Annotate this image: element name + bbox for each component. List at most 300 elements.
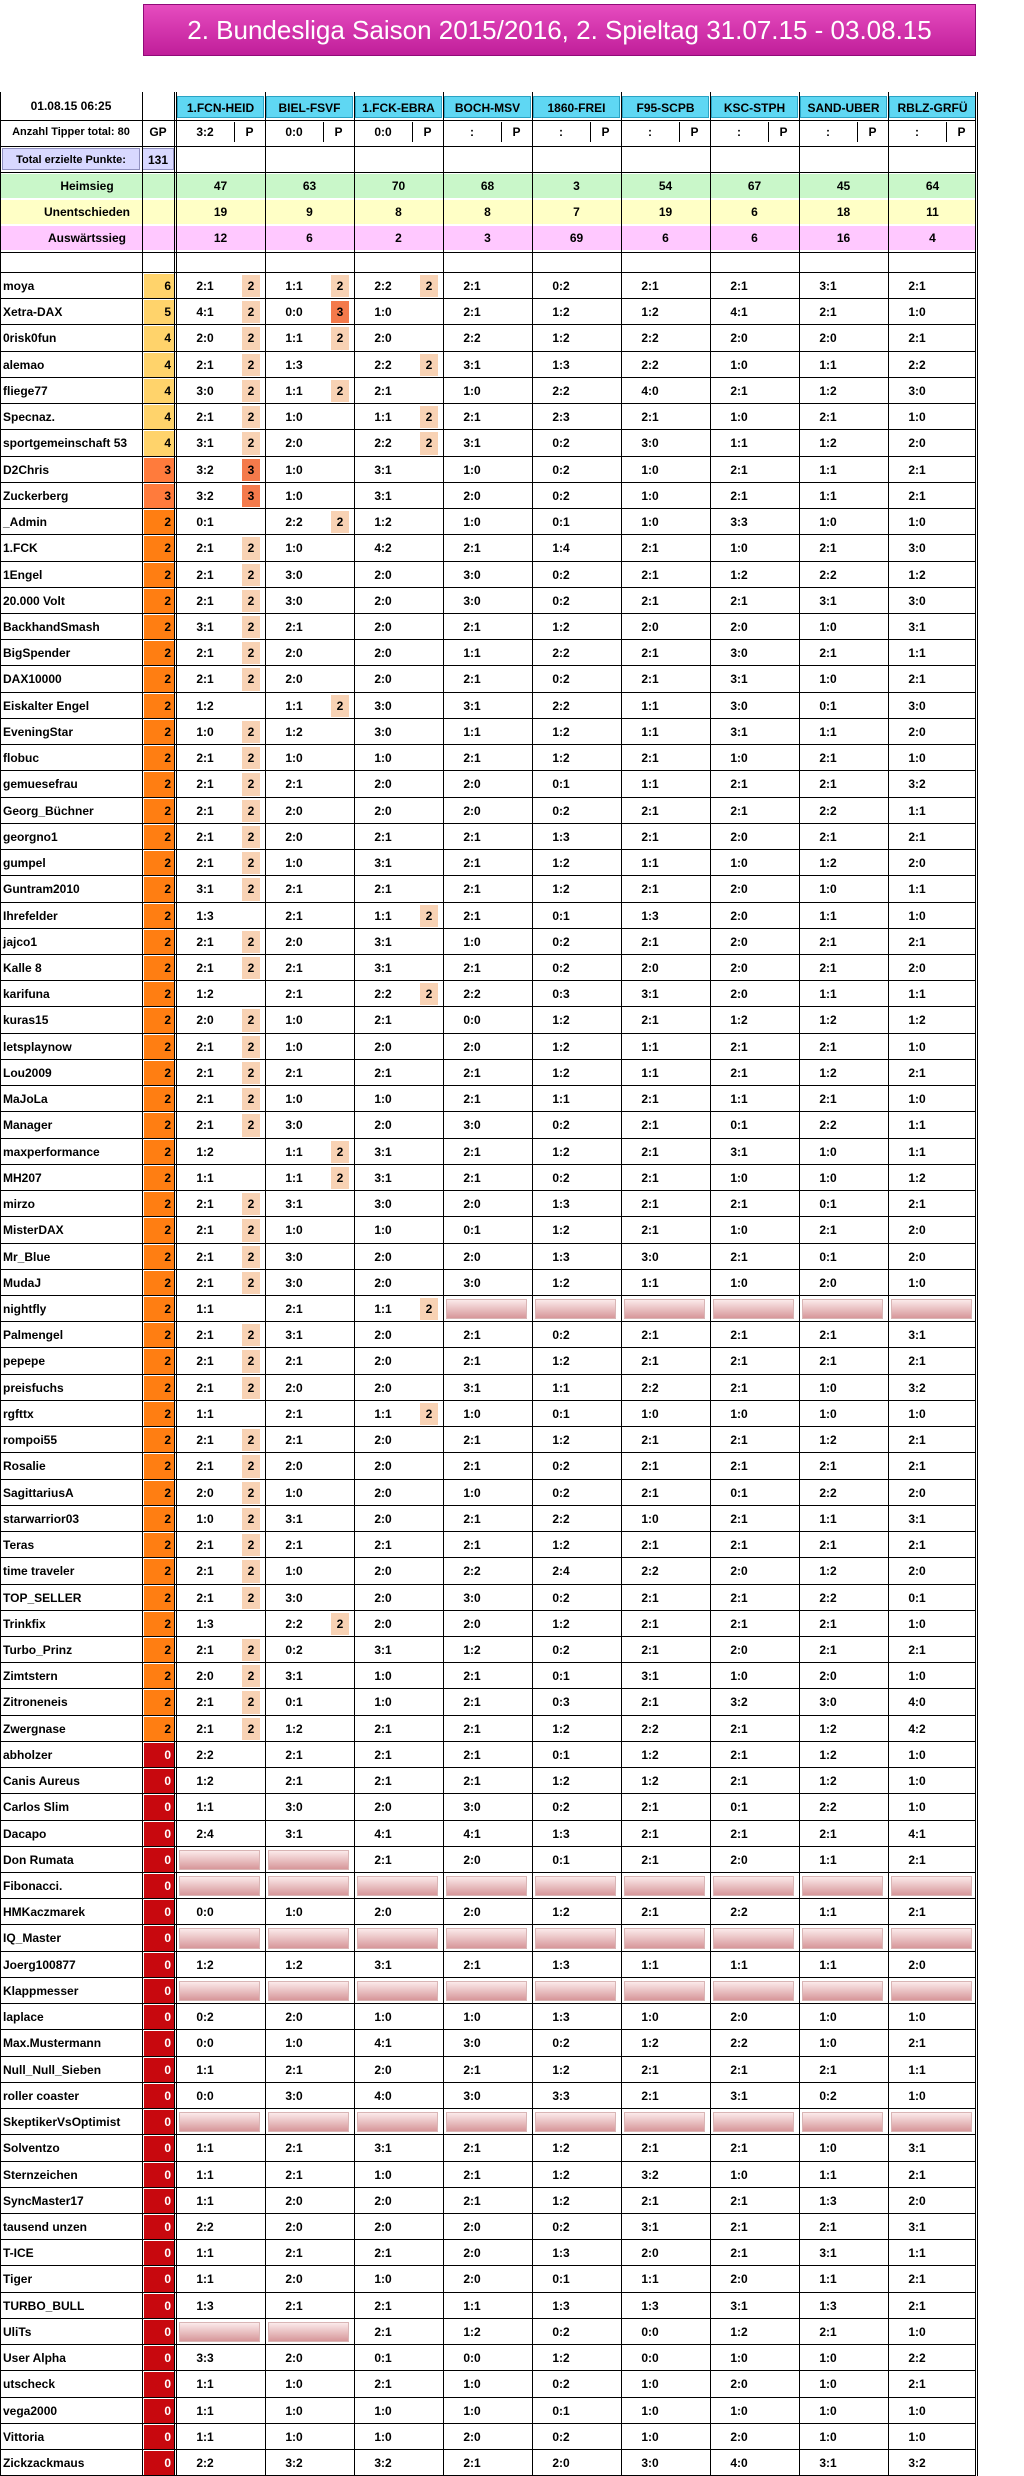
tip-cell: 1:2: [196, 1774, 214, 1788]
player-name[interactable]: MisterDAX: [3, 1223, 64, 1237]
tip-cell: 2:1: [196, 1433, 214, 1447]
player-name[interactable]: abholzer: [3, 1748, 53, 1762]
player-name[interactable]: Sternzeichen: [3, 2168, 78, 2182]
tip-cell: 1:0: [285, 1564, 303, 1578]
tip-cell: 2:1: [730, 1512, 748, 1526]
tip-cell: 1:0: [374, 1223, 392, 1237]
tip-cell: 1:1: [641, 1066, 659, 1080]
player-name[interactable]: flobuc: [3, 751, 39, 765]
player-name[interactable]: Palmengel: [3, 1328, 64, 1342]
tip-cell: 2:1: [730, 279, 748, 293]
tip-cell: 3:0: [908, 384, 926, 398]
match-header-1: 1.FCN-HEID: [177, 96, 264, 118]
player-name[interactable]: Specnaz.: [3, 410, 56, 424]
unentschieden-count: 6: [751, 205, 758, 219]
tip-cell: 2:2: [196, 2220, 214, 2234]
tip-missing: [535, 1981, 616, 2001]
tip-cell: 4:2: [374, 541, 392, 555]
tip-cell: 1:0: [730, 751, 748, 765]
tip-cell: 1:2: [730, 568, 748, 582]
tip-cell: 1:2: [908, 568, 926, 582]
tip-cell: 2:0: [196, 331, 214, 345]
player-gp: 4: [144, 431, 174, 456]
points-cell: 2: [242, 852, 260, 874]
tip-cell: 0:2: [552, 2377, 570, 2391]
tip-cell: 0:1: [552, 2272, 570, 2286]
player-gp: 2: [144, 1559, 174, 1584]
player-name[interactable]: Zwergnase: [3, 1722, 66, 1736]
player-gp: 0: [144, 2320, 174, 2344]
player-name[interactable]: alemao: [3, 358, 45, 372]
player-name[interactable]: 0risk0fun: [3, 331, 57, 345]
grid-line: [0, 718, 976, 719]
player-gp: 2: [144, 1717, 174, 1741]
tip-cell: 2:2: [463, 331, 481, 345]
tip-cell: 2:1: [196, 1276, 214, 1290]
player-name[interactable]: pepepe: [3, 1354, 46, 1368]
player-name[interactable]: Tiger: [3, 2272, 33, 2286]
tip-cell: 2:0: [374, 331, 392, 345]
player-name[interactable]: SkeptikerVsOptimist: [3, 2115, 121, 2129]
tip-cell: 3:3: [730, 515, 748, 529]
tip-cell: 2:1: [641, 279, 659, 293]
tip-cell: 1:1: [374, 1302, 392, 1316]
grid-line: [0, 456, 976, 457]
tip-cell: 1:0: [285, 2377, 303, 2391]
tip-cell: 0:2: [552, 489, 570, 503]
tip-cell: 2:1: [908, 1354, 926, 1368]
match-header-7: KSC-STPH: [711, 96, 798, 118]
tip-cell: 1:3: [552, 1827, 570, 1841]
tip-cell: 2:1: [285, 1538, 303, 1552]
tip-cell: 2:1: [196, 672, 214, 686]
tip-cell: 2:0: [374, 1381, 392, 1395]
player-gp: 0: [144, 2294, 174, 2318]
tip-cell: 2:1: [641, 594, 659, 608]
tip-cell: 1:0: [196, 725, 214, 739]
player-name[interactable]: Zitroneneis: [3, 1695, 68, 1709]
player-name[interactable]: starwarrior03: [3, 1512, 80, 1526]
tip-cell: 2:2: [374, 987, 392, 1001]
player-name[interactable]: sportgemeinschaft 53: [3, 436, 128, 450]
grid-line: [0, 534, 976, 535]
tip-missing: [802, 1928, 883, 1949]
tip-cell: 1:1: [908, 1118, 926, 1132]
tip-cell: 1:2: [285, 725, 303, 739]
tip-cell: 0:0: [641, 2351, 659, 2365]
tip-missing: [624, 1928, 705, 1949]
tip-cell: 2:1: [641, 1092, 659, 1106]
tip-cell: 2:1: [463, 2456, 481, 2470]
tip-cell: 2:0: [374, 804, 392, 818]
points-cell: 2: [420, 432, 438, 455]
tip-cell: 1:0: [463, 2377, 481, 2391]
player-name[interactable]: preisfuchs: [3, 1381, 64, 1395]
tip-cell: 2:1: [908, 830, 926, 844]
tip-cell: 2:0: [374, 1354, 392, 1368]
points-cell: 2: [331, 275, 349, 297]
player-name[interactable]: MH207: [3, 1171, 42, 1185]
points-cell: 2: [242, 642, 260, 664]
player-gp: 2: [144, 1376, 174, 1400]
player-gp: 0: [144, 2399, 174, 2423]
tip-cell: 2:1: [641, 1223, 659, 1237]
tip-cell: 4:1: [908, 1827, 926, 1841]
tip-cell: 1:2: [552, 2194, 570, 2208]
player-gp: 2: [144, 904, 174, 928]
grid-line: [0, 1767, 976, 1768]
player-name[interactable]: time traveler: [3, 1564, 75, 1578]
tip-missing: [535, 1928, 616, 1949]
player-name[interactable]: HMKaczmarek: [3, 1905, 86, 1919]
tip-cell: 2:1: [819, 2063, 837, 2077]
grid-line: [0, 1216, 976, 1217]
player-name[interactable]: UliTs: [3, 2325, 32, 2339]
player-name[interactable]: T-ICE: [3, 2246, 34, 2260]
tip-cell: 2:1: [730, 2246, 748, 2260]
tip-cell: 1:1: [196, 1302, 214, 1316]
tip-cell: 2:0: [285, 804, 303, 818]
player-gp: 3: [144, 484, 174, 508]
player-name[interactable]: 1.FCK: [3, 541, 38, 555]
tip-cell: 1:2: [641, 305, 659, 319]
tip-cell: 2:1: [641, 2063, 659, 2077]
player-name[interactable]: MaJoLa: [3, 1092, 48, 1106]
player-name[interactable]: Trinkfix: [3, 1617, 46, 1631]
player-name[interactable]: Zickzackmaus: [3, 2456, 85, 2470]
player-name[interactable]: Null_Null_Sieben: [3, 2063, 102, 2077]
tip-missing: [179, 2112, 260, 2132]
tip-cell: 4:1: [374, 2036, 392, 2050]
player-name[interactable]: Kalle 8: [3, 961, 42, 975]
player-gp: 4: [144, 405, 174, 429]
player-name[interactable]: Don Rumata: [3, 1853, 74, 1867]
tip-cell: 2:1: [641, 2089, 659, 2103]
tip-missing: [802, 1876, 883, 1896]
tip-cell: 1:0: [285, 2036, 303, 2050]
grid-line: [0, 1479, 976, 1480]
tip-cell: 2:1: [463, 1328, 481, 1342]
player-name[interactable]: IQ_Master: [3, 1931, 62, 1945]
player-name[interactable]: rgfttx: [3, 1407, 34, 1421]
grid-line: [0, 928, 976, 929]
player-name[interactable]: Solventzo: [3, 2141, 60, 2155]
player-name[interactable]: nightfly: [3, 1302, 47, 1316]
points-cell: 2: [242, 301, 260, 323]
player-name[interactable]: TOP_SELLER: [3, 1591, 82, 1605]
tip-cell: 1:1: [819, 2272, 837, 2286]
match-result: 0:0: [374, 125, 392, 139]
player-gp: 2: [144, 1035, 174, 1059]
tip-cell: 2:0: [374, 594, 392, 608]
tip-cell: 3:1: [908, 2141, 926, 2155]
tip-cell: 1:3: [196, 909, 214, 923]
tip-cell: 1:1: [285, 1171, 303, 1185]
player-name[interactable]: gemuesefrau: [3, 777, 78, 791]
player-name[interactable]: EveningStar: [3, 725, 74, 739]
tip-cell: 2:1: [641, 541, 659, 555]
total-points-label: Total erzielte Punkte:: [2, 148, 140, 170]
tip-cell: 1:3: [196, 1617, 214, 1631]
tip-cell: 2:1: [285, 882, 303, 896]
tip-cell: 2:1: [196, 1695, 214, 1709]
points-cell: 3: [242, 459, 260, 481]
player-name[interactable]: laplace: [3, 2010, 44, 2024]
tip-cell: 1:1: [819, 987, 837, 1001]
tip-cell: 2:1: [285, 1302, 303, 1316]
tip-cell: 1:1: [196, 2168, 214, 2182]
points-cell: 2: [242, 616, 260, 638]
tip-cell: 1:0: [730, 2351, 748, 2365]
tip-cell: 2:1: [819, 1223, 837, 1237]
tip-cell: 2:1: [908, 1643, 926, 1657]
grid-line: [532, 92, 533, 2476]
tip-cell: 1:0: [641, 489, 659, 503]
tip-cell: 2:2: [730, 2036, 748, 2050]
tip-cell: 1:2: [552, 1013, 570, 1027]
tip-cell: 1:1: [463, 725, 481, 739]
tip-cell: 1:0: [908, 909, 926, 923]
tip-cell: 2:1: [641, 1197, 659, 1211]
player-gp: 2: [144, 1454, 174, 1479]
tip-cell: 2:1: [285, 2063, 303, 2077]
player-name[interactable]: gumpel: [3, 856, 46, 870]
points-header: P: [957, 125, 966, 139]
player-name[interactable]: Max.Mustermann: [3, 2036, 102, 2050]
tip-cell: 0:2: [552, 2036, 570, 2050]
player-name[interactable]: TURBO_BULL: [3, 2299, 85, 2313]
tip-cell: 2:0: [285, 646, 303, 660]
player-name[interactable]: letsplaynow: [3, 1040, 72, 1054]
tip-cell: 0:1: [552, 909, 570, 923]
player-name[interactable]: Rosalie: [3, 1459, 46, 1473]
tip-cell: 3:0: [730, 646, 748, 660]
grid-line: [0, 1138, 976, 1139]
tip-cell: 2:1: [196, 1564, 214, 1578]
tip-cell: 1:0: [374, 2168, 392, 2182]
tip-missing: [891, 1981, 972, 2001]
player-name[interactable]: tausend unzen: [3, 2220, 88, 2234]
tip-cell: 1:3: [552, 1958, 570, 1972]
tip-cell: 2:1: [285, 777, 303, 791]
player-name[interactable]: Ihrefelder: [3, 909, 58, 923]
grid-line: [0, 613, 976, 614]
player-name[interactable]: Lou2009: [3, 1066, 52, 1080]
match-result: :: [648, 125, 652, 139]
snapshot-timestamp: 01.08.15 06:25: [30, 99, 112, 113]
tip-cell: 1:0: [463, 2010, 481, 2024]
player-name[interactable]: Fibonacci.: [3, 1879, 63, 1893]
grid-line: [0, 1715, 976, 1716]
tip-cell: 2:1: [819, 1538, 837, 1552]
tip-cell: 1:0: [285, 2430, 303, 2444]
tip-cell: 2:1: [730, 489, 748, 503]
tip-cell: 2:1: [641, 1827, 659, 1841]
player-name[interactable]: 20.000 Volt: [3, 594, 65, 608]
tip-cell: 3:1: [730, 2299, 748, 2313]
tip-cell: 1:2: [552, 725, 570, 739]
unentschieden-count: 19: [658, 205, 673, 219]
tip-cell: 1:2: [196, 987, 214, 1001]
player-name[interactable]: D2Chris: [3, 463, 50, 477]
tip-cell: 2:1: [641, 1433, 659, 1447]
tip-cell: 1:0: [908, 1407, 926, 1421]
tip-cell: 2:2: [374, 358, 392, 372]
tip-cell: 1:1: [196, 1171, 214, 1185]
player-gp: 0: [144, 2031, 174, 2056]
tip-missing: [268, 1850, 349, 1870]
grid-line: [0, 2397, 976, 2398]
player-name[interactable]: _Admin: [3, 515, 48, 529]
player-gp: 2: [144, 930, 174, 954]
player-name[interactable]: Joerg100877: [3, 1958, 76, 1972]
player-gp: 0: [144, 2451, 174, 2475]
tip-cell: 2:0: [374, 1617, 392, 1631]
tip-cell: 2:0: [908, 961, 926, 975]
player-name[interactable]: jajco1: [3, 935, 38, 949]
tip-cell: 2:1: [819, 2220, 837, 2234]
player-name[interactable]: mirzo: [3, 1197, 36, 1211]
player-name[interactable]: BigSpender: [3, 646, 71, 660]
tip-cell: 3:1: [463, 1381, 481, 1395]
player-name[interactable]: maxperformance: [3, 1145, 100, 1159]
tip-missing: [268, 1928, 349, 1949]
player-name[interactable]: Manager: [3, 1118, 53, 1132]
grid-line: [0, 1793, 976, 1794]
player-name[interactable]: Vittoria: [3, 2430, 45, 2444]
player-gp: 2: [144, 1507, 174, 1531]
player-name[interactable]: User Alpha: [3, 2351, 66, 2365]
tip-cell: 2:0: [374, 1564, 392, 1578]
tip-cell: 0:1: [552, 1853, 570, 1867]
player-name[interactable]: Canis Aureus: [3, 1774, 80, 1788]
tip-cell: 1:1: [285, 384, 303, 398]
match-result: :: [470, 125, 474, 139]
player-gp: 0: [144, 2215, 174, 2239]
tip-cell: 2:0: [730, 830, 748, 844]
tip-cell: 2:1: [463, 1092, 481, 1106]
tip-cell: 3:1: [285, 1669, 303, 1683]
player-name[interactable]: kuras15: [3, 1013, 49, 1027]
player-name[interactable]: Dacapo: [3, 1827, 47, 1841]
tip-cell: 3:0: [463, 568, 481, 582]
tip-cell: 3:1: [641, 2220, 659, 2234]
player-gp: 2: [144, 746, 174, 770]
grid-line: [0, 2344, 976, 2345]
player-name[interactable]: Mr_Blue: [3, 1250, 51, 1264]
tip-cell: 2:1: [730, 384, 748, 398]
player-name[interactable]: Xetra-DAX: [3, 305, 63, 319]
tip-cell: 1:2: [819, 384, 837, 398]
tip-cell: 2:1: [730, 1827, 748, 1841]
player-name[interactable]: Zimtstern: [3, 1669, 58, 1683]
tip-cell: 1:1: [908, 2246, 926, 2260]
player-name[interactable]: Georg_Büchner: [3, 804, 94, 818]
grid-line: [0, 1505, 976, 1506]
player-gp: 0: [144, 2346, 174, 2370]
tip-cell: 1:3: [552, 358, 570, 372]
player-name[interactable]: roller coaster: [3, 2089, 80, 2103]
points-header: P: [779, 125, 788, 139]
tip-cell: 1:0: [641, 463, 659, 477]
player-name[interactable]: Teras: [3, 1538, 35, 1552]
player-name[interactable]: georgno1: [3, 830, 58, 844]
player-gp: 2: [144, 877, 174, 902]
player-name[interactable]: Klappmesser: [3, 1984, 79, 1998]
player-name[interactable]: Turbo_Prinz: [3, 1643, 73, 1657]
grid-line: [0, 1452, 976, 1453]
tip-cell: 2:1: [374, 1013, 392, 1027]
tip-cell: 2:0: [463, 1197, 481, 1211]
tip-cell: 2:1: [730, 1722, 748, 1736]
player-name[interactable]: utscheck: [3, 2377, 56, 2391]
grid-line: [142, 92, 143, 2476]
tip-cell: 1:2: [552, 1145, 570, 1159]
player-name[interactable]: 1Engel: [3, 568, 43, 582]
player-name[interactable]: Zuckerberg: [3, 489, 69, 503]
player-name[interactable]: Guntram2010: [3, 882, 80, 896]
tip-cell: 3:1: [730, 2089, 748, 2103]
points-cell: 2: [331, 511, 349, 533]
grid-line: [0, 2187, 976, 2188]
tip-cell: 1:0: [908, 2089, 926, 2103]
tip-cell: 3:0: [641, 2456, 659, 2470]
tip-cell: 0:0: [196, 2036, 214, 2050]
tip-cell: 1:0: [285, 856, 303, 870]
player-name[interactable]: moya: [3, 279, 35, 293]
player-name[interactable]: SagittariusA: [3, 1486, 74, 1500]
tip-cell: 3:1: [730, 672, 748, 686]
player-gp: 2: [144, 1586, 174, 1610]
player-name[interactable]: DAX10000: [3, 672, 62, 686]
heimsieg-count: 63: [302, 179, 317, 193]
player-name[interactable]: karifuna: [3, 987, 50, 1001]
tip-cell: 0:2: [552, 672, 570, 686]
player-name[interactable]: vega2000: [3, 2404, 58, 2418]
tip-cell: 1:0: [285, 463, 303, 477]
player-gp: 0: [144, 2425, 174, 2449]
match-header-9: RBLZ-GRFÜ: [889, 96, 976, 118]
tip-cell: 2:1: [374, 830, 392, 844]
tip-cell: 1:2: [552, 1223, 570, 1237]
tip-cell: 1:3: [819, 2299, 837, 2313]
points-cell: 2: [242, 1246, 260, 1268]
grid-line: [0, 1636, 976, 1637]
tip-cell: 3:0: [285, 1591, 303, 1605]
tip-missing: [802, 2112, 883, 2132]
tip-cell: 2:1: [641, 1459, 659, 1473]
player-name[interactable]: MudaJ: [3, 1276, 42, 1290]
player-gp: 0: [144, 2005, 174, 2029]
match-header-5: 1860-FREI: [533, 96, 620, 118]
player-name[interactable]: Carlos Slim: [3, 1800, 70, 1814]
tip-cell: 2:0: [463, 2430, 481, 2444]
player-name[interactable]: Eiskalter Engel: [3, 699, 90, 713]
grid-line: [323, 122, 324, 142]
tip-cell: 0:2: [552, 935, 570, 949]
tip-cell: 1:1: [730, 1092, 748, 1106]
grid-line: [857, 122, 858, 142]
tip-cell: 1:1: [285, 331, 303, 345]
player-name[interactable]: rompoi55: [3, 1433, 58, 1447]
tip-cell: 2:1: [196, 830, 214, 844]
tip-cell: 2:0: [285, 436, 303, 450]
player-name[interactable]: SyncMaster17: [3, 2194, 84, 2208]
player-name[interactable]: fliege77: [3, 384, 48, 398]
points-cell: 2: [242, 931, 260, 953]
tip-cell: 2:1: [463, 882, 481, 896]
player-name[interactable]: BackhandSmash: [3, 620, 100, 634]
